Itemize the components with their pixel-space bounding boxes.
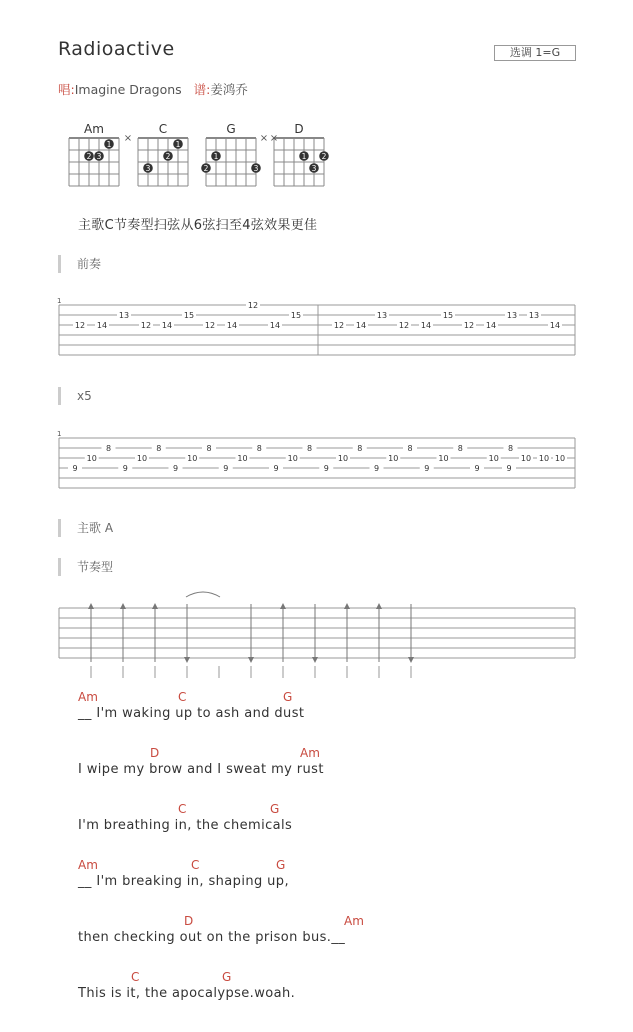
tab-note: 10 <box>520 454 532 463</box>
svg-text:2: 2 <box>165 152 171 161</box>
section-rhythm: 节奏型 <box>58 558 113 576</box>
chord-label: D <box>184 914 194 928</box>
chord-label: C <box>178 690 187 704</box>
section-intro: 前奏 <box>58 255 101 273</box>
svg-text:1: 1 <box>301 152 307 161</box>
tab-note: 9 <box>172 464 179 473</box>
tab-note: 12 <box>140 321 152 330</box>
tab-note: 10 <box>237 454 248 463</box>
tab-note: 12 <box>204 321 216 330</box>
tab-note: 8 <box>357 444 363 453</box>
chord-diagram-am <box>69 122 119 186</box>
svg-text:1: 1 <box>175 140 181 149</box>
tab-note: 12 <box>74 321 86 330</box>
tab-note: 13 <box>528 311 540 320</box>
singer-label: 唱: <box>58 82 75 97</box>
tab-note: 14 <box>549 321 561 330</box>
tab-note: 14 <box>269 321 281 330</box>
tab-note: 14 <box>485 321 497 330</box>
tab-note: 8 <box>105 444 112 453</box>
tab-note: 8 <box>306 444 313 453</box>
tab-note: 9 <box>474 464 480 473</box>
tab-note: 9 <box>223 464 229 473</box>
tab-note: 10 <box>538 454 550 463</box>
tab-note: 9 <box>506 464 512 473</box>
svg-text:×: × <box>123 133 133 144</box>
tab-note: 9 <box>424 464 430 473</box>
chord-label: G <box>276 858 286 872</box>
chord-label: G <box>283 690 293 704</box>
intro-tab <box>0 295 633 360</box>
tab-note: 14 <box>226 321 238 330</box>
chord-label: G <box>222 970 232 984</box>
tab-note: 9 <box>373 464 380 473</box>
chord-name: Am <box>84 122 104 136</box>
tab-note: 12 <box>247 301 259 310</box>
chord-diagrams <box>60 118 350 193</box>
chord-label: Am <box>300 746 320 760</box>
arranger-name: 姜鸿乔 <box>210 82 248 97</box>
measure-number: 1 <box>57 297 62 305</box>
chord-label: Am <box>344 914 364 928</box>
svg-text:2: 2 <box>203 164 209 173</box>
tab-note: 14 <box>355 321 367 330</box>
tab-note: 10 <box>337 454 349 463</box>
chord-name: D <box>294 122 304 136</box>
tab-note: 13 <box>118 311 130 320</box>
tab-note: 12 <box>463 321 475 330</box>
tab-note: 15 <box>290 311 302 320</box>
tab-note: 14 <box>420 321 432 330</box>
lyric-line: __ I'm breaking in, shaping up, <box>78 874 289 889</box>
svg-text:3: 3 <box>253 164 259 173</box>
chord-name: C <box>158 122 168 136</box>
riff-tab <box>0 428 633 493</box>
chord-name: G <box>226 122 236 136</box>
svg-text:×: × <box>259 133 269 144</box>
arranger-label: 谱: <box>193 82 211 97</box>
svg-text:3: 3 <box>145 164 151 173</box>
measure-number: 1 <box>57 430 62 438</box>
tab-note: 10 <box>488 454 499 463</box>
tab-note: 13 <box>506 311 518 320</box>
key-badge[interactable]: 选调 1=G <box>494 45 576 61</box>
tab-note: 10 <box>554 454 566 463</box>
chord-diagram-c <box>124 122 188 186</box>
tab-note: 8 <box>457 444 463 453</box>
tab-note: 8 <box>206 444 212 453</box>
svg-text:3: 3 <box>96 152 102 161</box>
lyric-line: then checking out on the prison bus.__ <box>78 930 346 945</box>
lyric-line: __ I'm waking up to ash and dust <box>78 706 305 721</box>
tab-note: 9 <box>273 464 279 473</box>
tab-note: 10 <box>187 454 198 463</box>
chord-label: Am <box>78 858 98 872</box>
tab-note: 10 <box>86 454 97 463</box>
svg-text:2: 2 <box>321 152 327 161</box>
strumming-note: 主歌C节奏型扫弦从6弦扫至4弦效果更佳 <box>78 218 318 233</box>
rhythm-tab <box>0 588 633 678</box>
tab-note: 10 <box>438 454 449 463</box>
tab-note: 15 <box>183 311 195 320</box>
svg-text:1: 1 <box>106 140 112 149</box>
singer-name: Imagine Dragons <box>74 82 182 97</box>
tab-note: 8 <box>407 444 413 453</box>
lyric-line: I'm breathing in, the chemicals <box>78 818 293 833</box>
chord-label: C <box>131 970 140 984</box>
section-x5: x5 <box>58 387 92 405</box>
svg-text:3: 3 <box>311 164 317 173</box>
tab-note: 9 <box>122 464 128 473</box>
svg-text:1: 1 <box>213 152 219 161</box>
tab-note: 8 <box>156 444 162 453</box>
tab-note: 10 <box>287 454 298 463</box>
credits <box>58 80 248 98</box>
lyric-line: I wipe my brow and I sweat my rust <box>78 762 324 777</box>
tab-note: 12 <box>398 321 410 330</box>
song-title: Radioactive <box>58 38 175 60</box>
tab-note: 14 <box>96 321 108 330</box>
svg-text:2: 2 <box>86 152 92 161</box>
chord-label: Am <box>78 690 98 704</box>
chord-label: C <box>178 802 187 816</box>
tab-note: 10 <box>136 454 148 463</box>
section-verse-a: 主歌 A <box>58 519 113 537</box>
tab-note: 15 <box>442 311 454 320</box>
tab-note: 14 <box>161 321 173 330</box>
tab-note: 8 <box>256 444 262 453</box>
chord-label: C <box>191 858 200 872</box>
lyric-line: This is it, the apocalypse.woah. <box>78 986 296 1001</box>
svg-text:×: × <box>269 133 279 144</box>
tab-note: 9 <box>323 464 329 473</box>
chord-label: G <box>270 802 280 816</box>
tab-note: 12 <box>333 321 345 330</box>
chord-diagram-g <box>201 122 261 186</box>
chord-diagram-d <box>260 122 329 186</box>
tab-note: 9 <box>72 464 78 473</box>
tab-note: 10 <box>388 454 399 463</box>
chord-label: D <box>150 746 160 760</box>
tab-note: 8 <box>507 444 514 453</box>
tab-note: 13 <box>376 311 388 320</box>
